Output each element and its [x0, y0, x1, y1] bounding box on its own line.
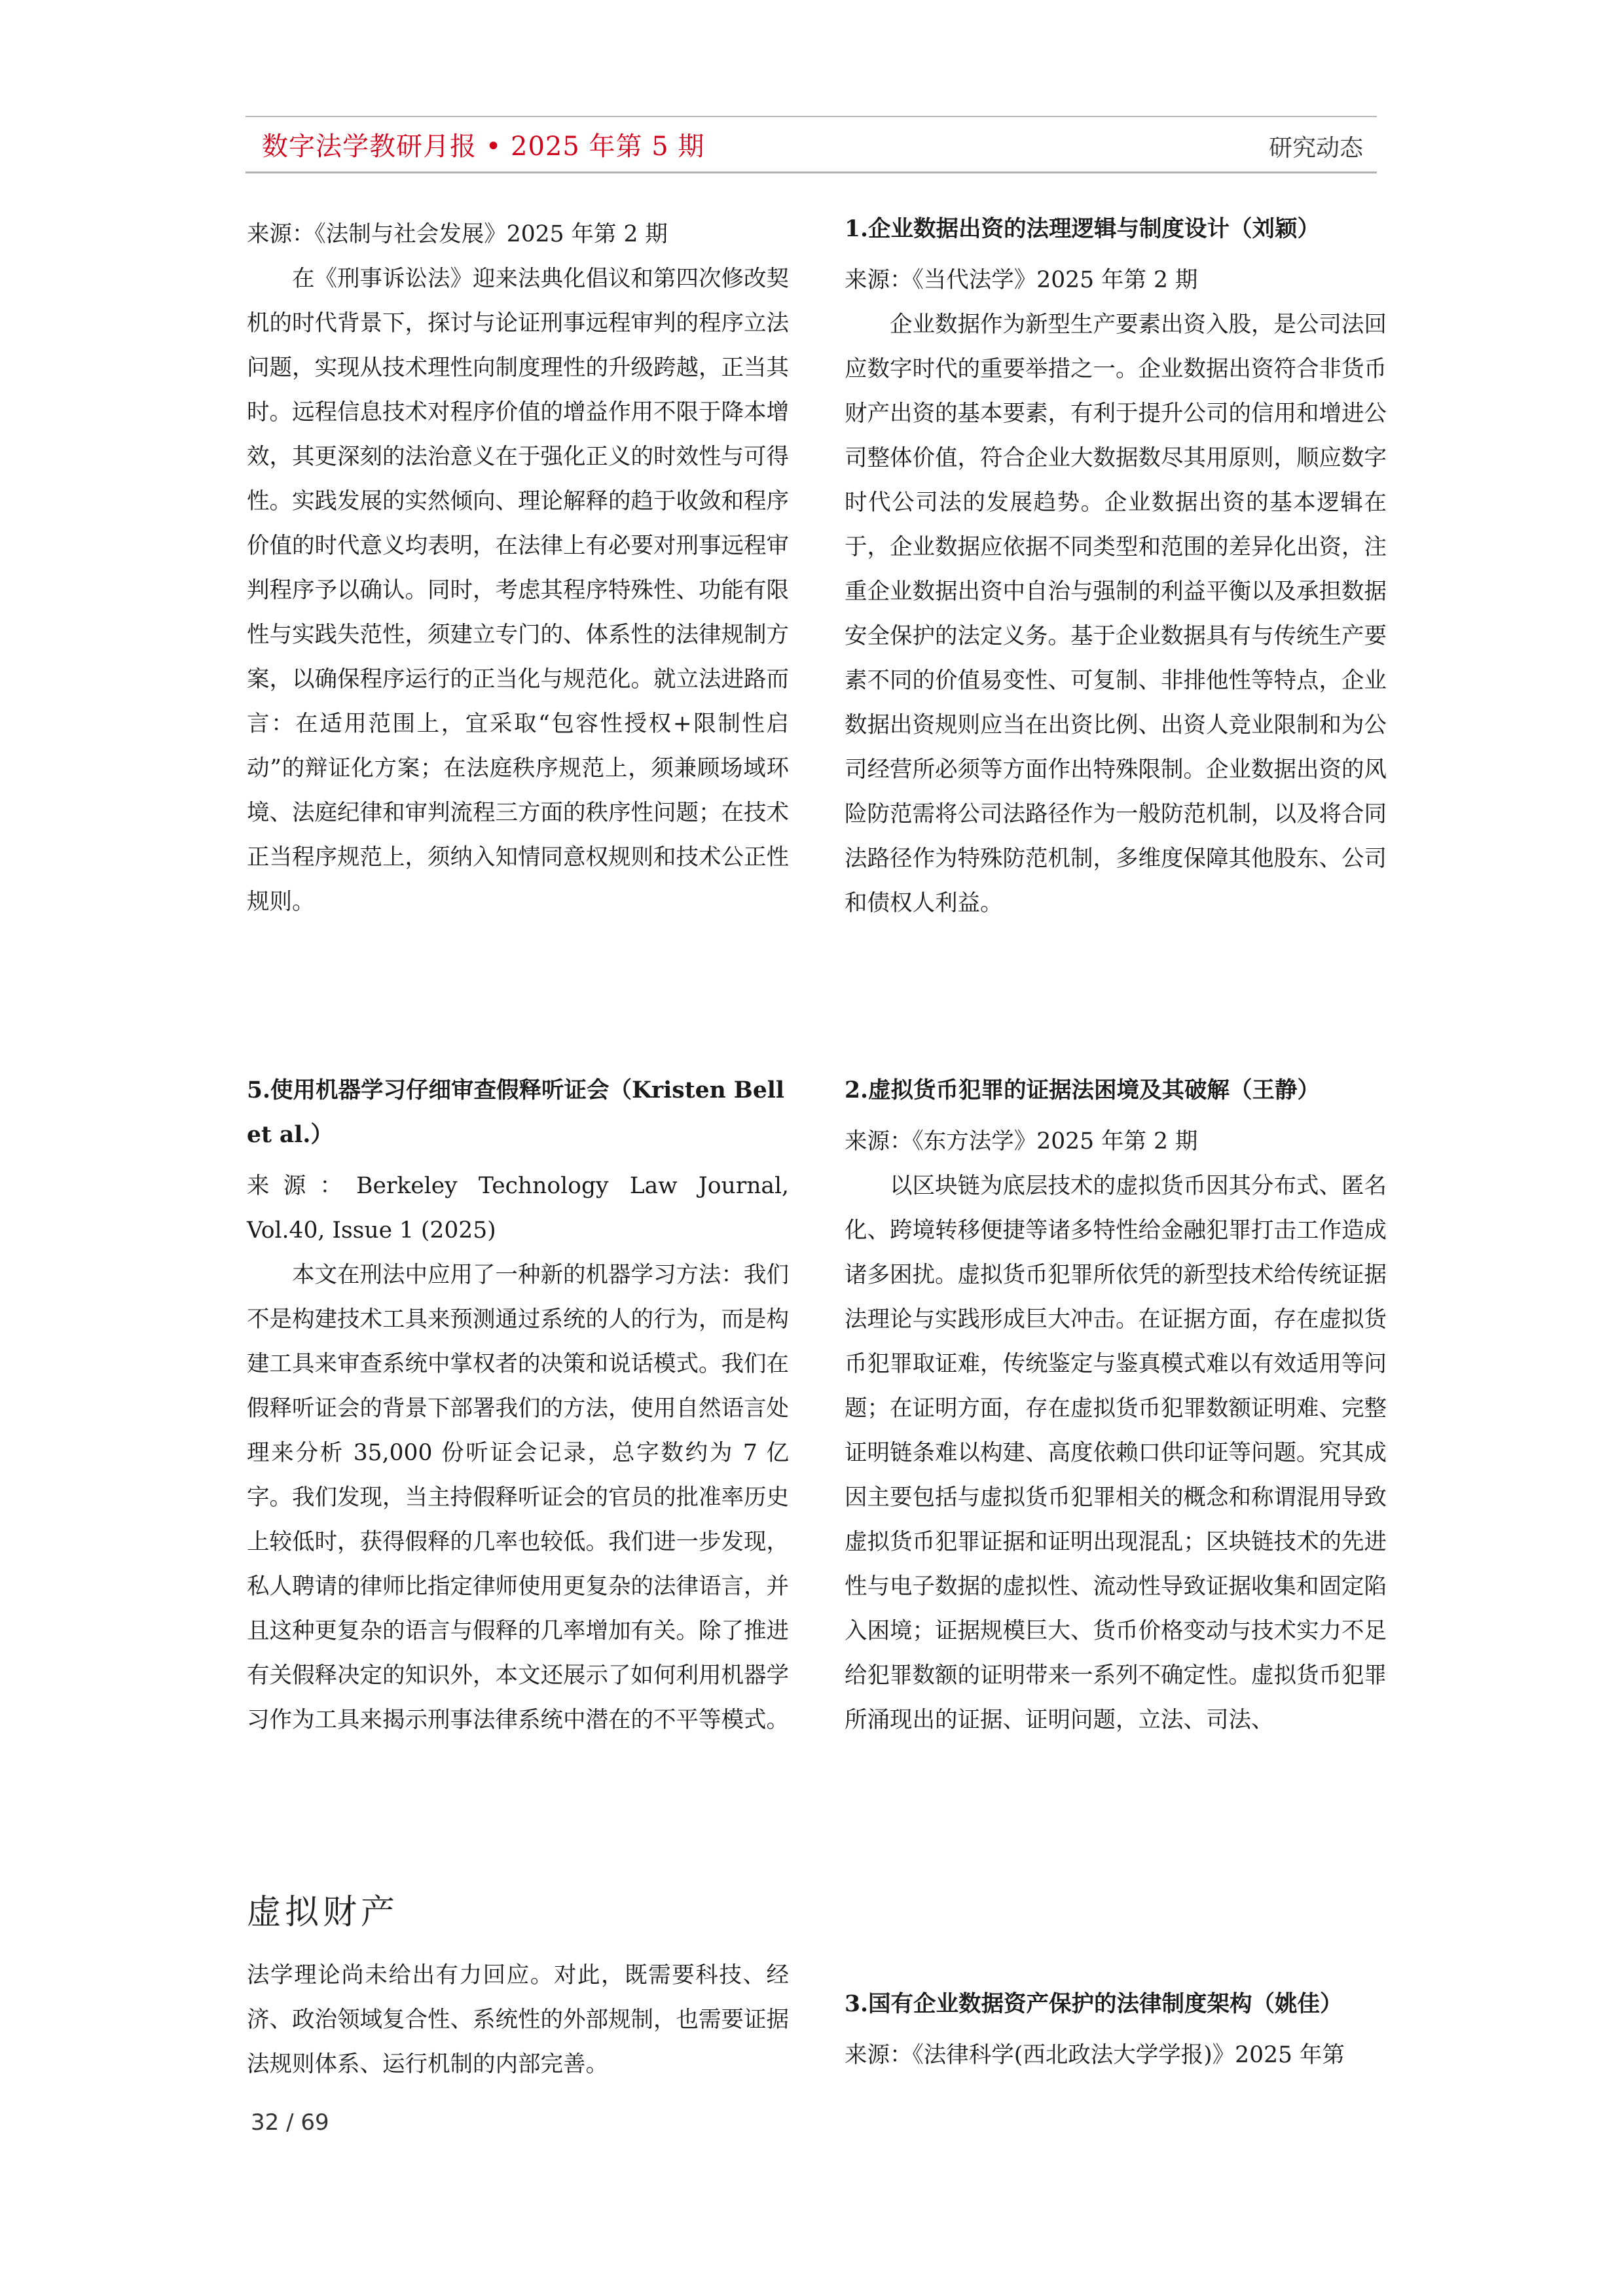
article-body: 企业数据作为新型生产要素出资入股，是公司法回应数字时代的重要举措之一。企业数据出资符合非货币财产出资的基本要素，有利于提升公司的信用和增进公司整体价值，符合企业大数据数尽其用原则，顺应数字时代公司法的发展趋势。企业数据出资的基本逻辑在于，企业数据应依据不同类型和范围的差异化出资，注重企业数据出资中自治与强制的利益平衡以及承担数据安全保护的法定义务。基于企业数据具有与传统生产要素不同的价值易变性、可复制、非排他性等特点，企业数据出资规则应当在出资比例、出资人竞业限制和为公司经营所必须等方面作出特殊限制。企业数据出资的风险防范需将公司法路径作为一般防范机制，以及将合同法路径作为特殊防范机制，多维度保障其他股东、公司和债权人利益。	[845, 312, 1387, 916]
continuation-block	[247, 1953, 789, 2087]
article-1	[845, 207, 1387, 925]
left-column	[247, 212, 789, 924]
article-source: 来源：《法制与社会发展》2025 年第 2 期	[247, 221, 668, 247]
page-indicator: 32 / 69	[251, 2109, 329, 2136]
article-source: 来源：《东方法学》2025 年第 2 期	[845, 1128, 1198, 1155]
article-title: 2.虚拟货币犯罪的证据法困境及其破解（王静）	[845, 1077, 1321, 1103]
section-name: 研究动态	[1269, 135, 1364, 162]
article-3	[845, 1982, 1387, 2077]
header-top-rule	[246, 116, 1377, 117]
article-2	[845, 1068, 1387, 1742]
article-source: 来源：Berkeley Technology Law Journal, Vol.40, Issue 1 (2025)	[247, 1173, 789, 1244]
article-title: 3.国有企业数据资产保护的法律制度架构（姚佳）	[845, 1991, 1343, 2017]
article-body: 在《刑事诉讼法》迎来法典化倡议和第四次修改契机的时代背景下，探讨与论证刑事远程审判的程序立法问题，实现从技术理性向制度理性的升级跨越，正当其时。远程信息技术对程序价值的增益作用不限于降本增效，其更深刻的法治意义在于强化正义的时效性与可得性。实践发展的实然倾向、理论解释的趋于收敛和程序价值的时代意义均表明，在法律上有必要对刑事远程审判程序予以确认。同时，考虑其程序特殊性、功能有限性与实践失范性，须建立专门的、体系性的法律规制方案，以确保程序运行的正当化与规范化。就立法进路而言：在适用范围上，宜采取“包容性授权+限制性启动”的辩证化方案；在法庭秩序规范上，须兼顾场域环境、法庭纪律和审判流程三方面的秩序性问题；在技术正当程序规范上，须纳入知情同意权规则和技术公正性规则。	[247, 266, 789, 915]
article-source: 来源：《法律科学(西北政法大学学报)》2025 年第	[845, 2042, 1345, 2068]
article-body: 以区块链为底层技术的虚拟货币因其分布式、匿名化、跨境转移便捷等诸多特性给金融犯罪打击工作造成诸多困扰。虚拟货币犯罪所依凭的新型技术给传统证据法理论与实践形成巨大冲击。在证据方面，存在虚拟货币犯罪取证难，传统鉴定与鉴真模式难以有效适用等问题；在证明方面，存在虚拟货币犯罪数额证明难、完整证明链条难以构建、高度依赖口供印证等问题。究其成因主要包括与虚拟货币犯罪相关的概念和称谓混用导致虚拟货币犯罪证据和证明出现混乱；区块链技术的先进性与电子数据的虚拟性、流动性导致证据收集和固定陷入困境；证据规模巨大、货币价格变动与技术实力不足给犯罪数额的证明带来一系列不确定性。虚拟货币犯罪所涌现出的证据、证明问题，立法、司法、	[845, 1173, 1387, 1733]
section-heading: 虚拟财产	[247, 1893, 399, 1932]
article-body-continued: 法学理论尚未给出有力回应。对此，既需要科技、经济、政治领域复合性、系统性的外部规制，也需要证据法规则体系、运行机制的内部完善。	[247, 1962, 789, 2077]
article-body: 本文在刑法中应用了一种新的机器学习方法：我们不是构建技术工具来预测通过系统的人的行为，而是构建工具来审查系统中掌权者的决策和说话模式。我们在假释听证会的背景下部署我们的方法，使用自然语言处理来分析 35,000 份听证会记录，总字数约为 7 亿字。我们发现，当主持假释听证会的官员的批准率历史上较低时，获得假释的几率也较低。我们进一步发现，私人聘请的律师比指定律师使用更复杂的法律语言，并且这种更复杂的语言与假释的几率增加有关。除了推进有关假释决定的知识外，本文还展示了如何利用机器学习作为工具来揭示刑事法律系统中潜在的不平等模式。	[247, 1262, 789, 1733]
article-title: 5.使用机器学习仔细审查假释听证会（Kristen Bell et al.）	[247, 1077, 785, 1148]
article-source: 来源：《当代法学》2025 年第 2 期	[845, 267, 1198, 293]
header-bottom-rule	[246, 171, 1377, 173]
article-title: 1.企业数据出资的法理逻辑与制度设计（刘颖）	[845, 216, 1321, 242]
section-block	[247, 1884, 789, 1941]
article-5	[247, 1068, 789, 1742]
journal-title: 数字法学教研月报 • 2025 年第 5 期	[262, 132, 705, 162]
